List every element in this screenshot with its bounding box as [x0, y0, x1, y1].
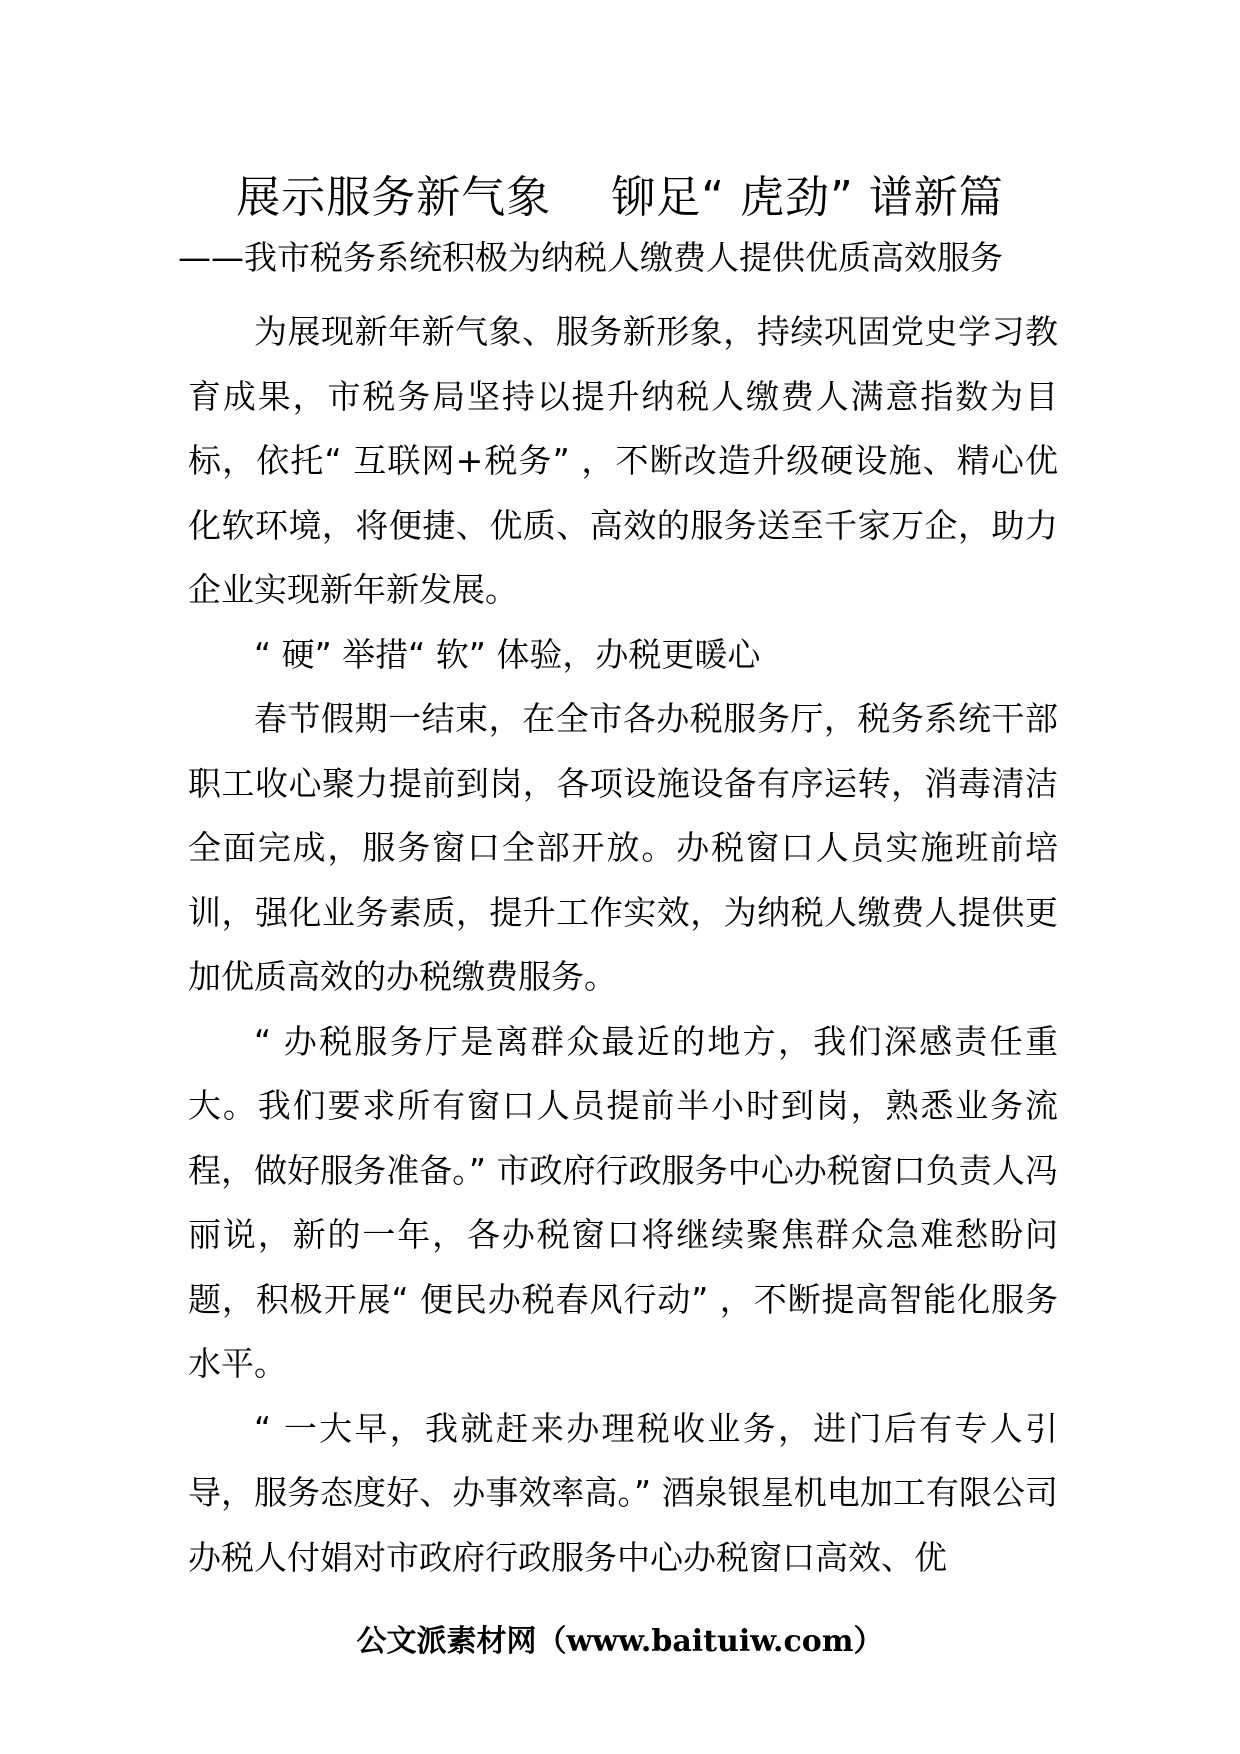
- footer-watermark: 公文派素材网（www.baituiw.com）: [356, 1624, 884, 1659]
- paragraph-quote-fu: “ 一大早，我就赶来办理税收业务，进门后有专人引导，服务态度好、办事效率高。” 酒泉银星机电加工有限公司办税人付娟对市政府行政服务中心办税窗口高效、优: [188, 1408, 1058, 1577]
- paragraph-holiday: 春节假期一结束，在全市各办税服务厅，税务系统干部职工收心聚力提前到岗，各项设施设备有序运转，消毒清洁全面完成，服务窗口全部开放。办税窗口人员实施班前培训，强化业务素质，提升工作实效，为纳税人缴费人提供更加优质高效的办税缴费服务。: [188, 699, 1058, 996]
- section-heading: “ 硬” 举措“ 软” 体验，办税更暖心: [254, 634, 761, 674]
- document-subtitle: ——我市税务系统积极为纳税人缴费人提供优质高效服务: [178, 238, 1003, 277]
- document-title: 展示服务新气象 铆足“ 虎劲” 谱新篇: [236, 172, 1004, 223]
- paragraph-quote-feng: “ 办税服务厅是离群众最近的地方，我们深感责任重大。我们要求所有窗口人员提前半小时到岗，熟悉业务流程，做好服务准备。” 市政府行政服务中心办税窗口负责人冯丽说，新的一年，各办税窗口将继续聚焦群众急难愁盼问题，积极开展“ 便民办税春风行动” ，不断提高智能化服务水平。: [188, 1021, 1058, 1383]
- paragraph-intro: 为展现新年新气象、服务新形象，持续巩固党史学习教育成果，市税务局坚持以提升纳税人缴费人满意指数为目标，依托“ 互联网+税务” ，不断改造升级硬设施、精心优化软环境，将便捷、优质、高效的服务送至千家万企，助力企业实现新年新发展。: [188, 312, 1058, 609]
- document-body: [188, 300, 1058, 1590]
